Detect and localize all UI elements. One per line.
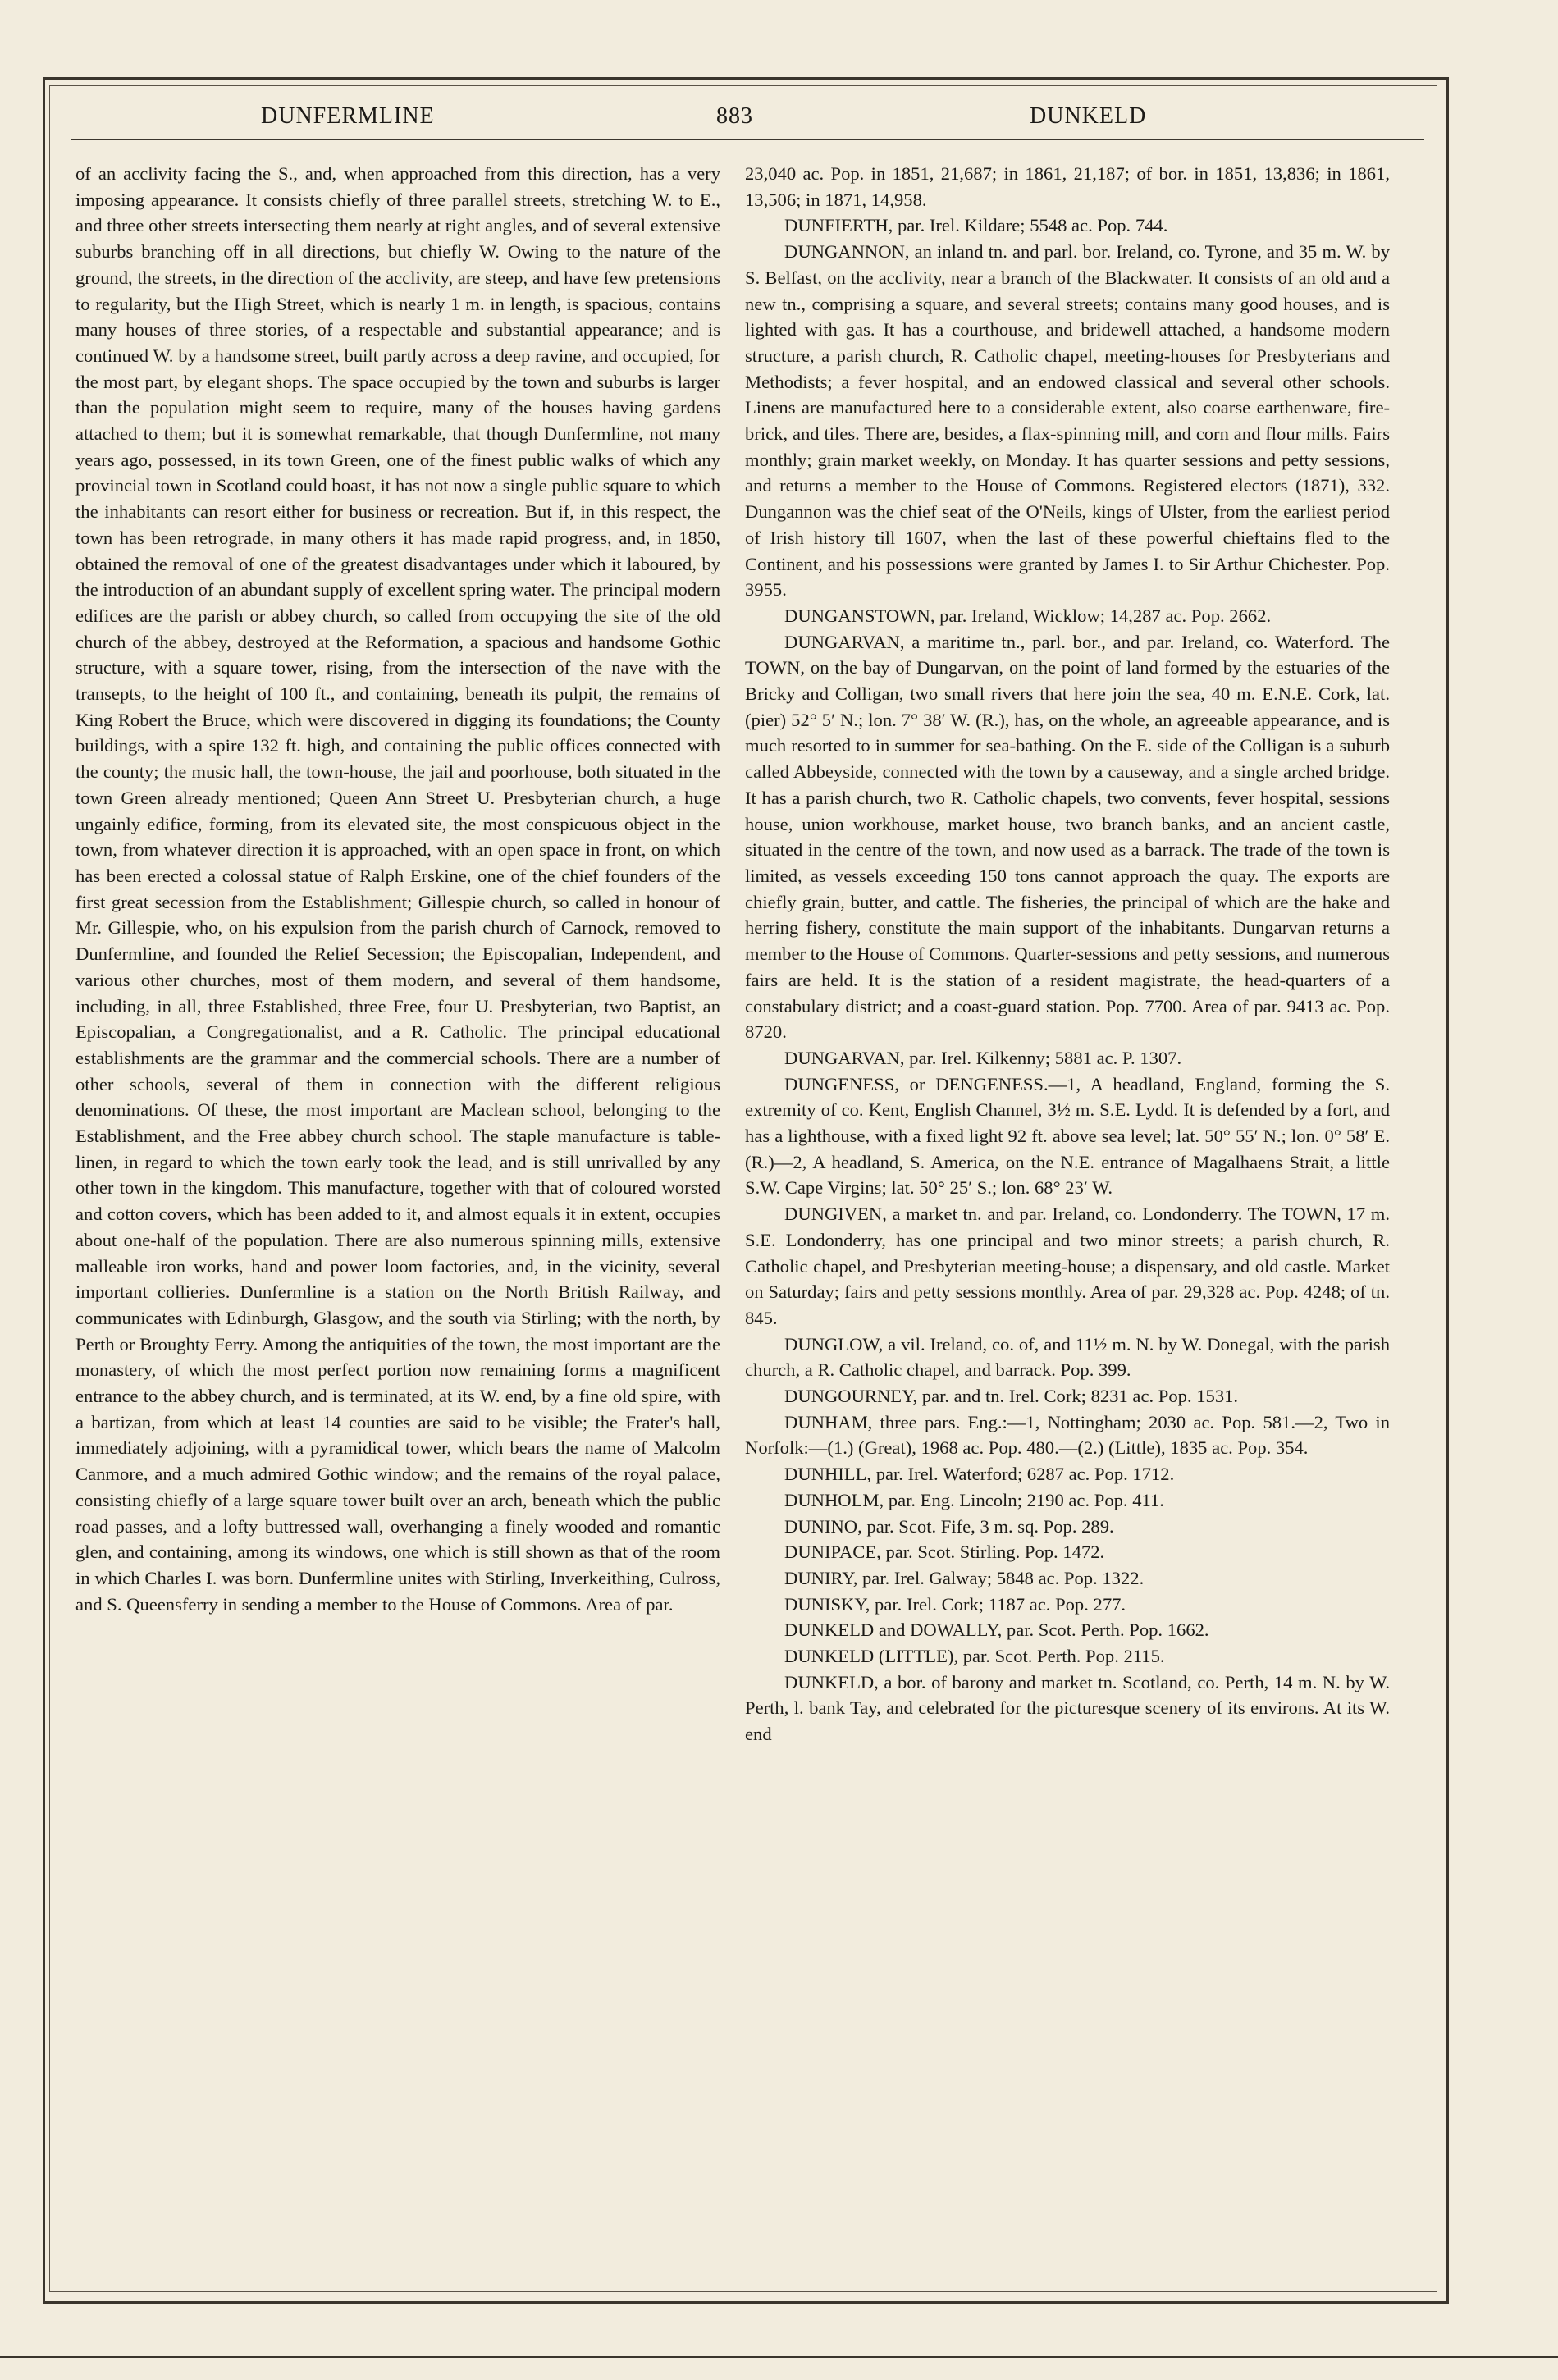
gazetteer-entry: DUNGARVAN, par. Irel. Kilkenny; 5881 ac. P. 1307. — [784, 1047, 1182, 1068]
gazetteer-entry: DUNGARVAN, a maritime tn., parl. bor., and par. Ireland, co. Waterford. The TOWN, on the bay of Dungarvan, on the point of land formed by the estuaries of the Bricky and Colligan, two small rivers that here join the sea, 40 m. E.N.E. Cork, lat. (pier) 52° 5′ N.; lon. 7° 38′ W. (R.), has, on the whole, an agreeable appearance, and is much resorted to in summer for sea-bathing. On the E. side of the Colligan is a suburb called Abbeyside, connected with the town by a causeway, and a single arched bridge. It has a parish church, two R. Catholic chapels, two convents, fever hospital, sessions house, union workhouse, market house, two branch banks, and an ancient castle, situated in the centre of the town, and now used as a barrack. The trade of the town is limited, as vessels exceeding 150 tons cannot approach the quay. The exports are chiefly grain, butter, and cattle. The fisheries, the principal of which are the hake and herring fishery, constitute the main support of the inhabitants. Dungarvan returns a member to the House of Commons. Quarter-sessions and petty sessions, and numerous fairs are held. It is the station of a resident magistrate, the head-quarters of a constabulary district; and a coast-guard station. Pop. 7700. Area of par. 9413 ac. Pop. 8720. — [745, 631, 1390, 1043]
header-right-heading: DUNKELD — [1030, 103, 1147, 129]
gazetteer-entry: DUNINO, par. Scot. Fife, 3 m. sq. Pop. 289. — [784, 1515, 1114, 1537]
gazetteer-entry: DUNFIERTH, par. Irel. Kildare; 5548 ac. Pop. 744. — [784, 215, 1168, 236]
gazetteer-entry: DUNHOLM, par. Eng. Lincoln; 2190 ac. Pop. 411. — [784, 1489, 1164, 1510]
gazetteer-entry: DUNIPACE, par. Scot. Stirling. Pop. 1472. — [784, 1542, 1105, 1563]
gazetteer-entry: DUNGIVEN, a market tn. and par. Ireland, co. Londonderry. The TOWN, 17 m. S.E. Londonderry, has one principal and two minor streets; a parish church, R. Catholic chapel, and Presbyterian meeting-house; a dispensary, and old castle. Market on Saturday; fairs and petty sessions monthly. Area of par. 29,328 ac. Pop. 4248; of tn. 845. — [745, 1204, 1390, 1328]
gazetteer-entry: DUNHAM, three pars. Eng.:—1, Nottingham; 2030 ac. Pop. 581.—2, Two in Norfolk:—(1.) (Great), 1968 ac. Pop. 480.—(2.) (Little), 1835 ac. Pop. 354. — [745, 1411, 1390, 1459]
gazetteer-entry: DUNGENESS, or DENGENESS.—1, A headland, England, forming the S. extremity of co. Kent, English Channel, 3½ m. S.E. Lydd. It is defended by a fort, and has a lighthouse, with a fixed light 92 ft. above sea level; lat. 50° 55′ N.; lon. 0° 58′ E. (R.)—2, A headland, S. America, on the N.E. entrance of Magalhaens Strait, a little S.W. Cape Virgins; lat. 50° 25′ S.; lon. 68° 23′ W. — [745, 1073, 1390, 1199]
gazetteer-entry: DUNKELD, a bor. of barony and market tn. Scotland, co. Perth, 14 m. N. by W. Perth, l. bank Tay, and celebrated for the picturesque scenery of its environs. At its W. end — [745, 1671, 1390, 1745]
left-column — [75, 161, 720, 2261]
right-column — [745, 161, 1390, 2261]
dunfermline-continuation: of an acclivity facing the S., and, when approached from this direction, has a very imposing appearance. It consists chiefly of three parallel streets, stretching W. to E., and three other streets intersecting them nearly at right angles, and of several extensive suburbs branching off in all directions, but chiefly W. Owing to the nature of the ground, the streets, in the direction of the acclivity, are steep, and have few pretensions to regularity, but the High Street, which is nearly 1 m. in length, is spacious, contains many houses of three stories, of a respectable and substantial appearance; and is continued W. by a handsome street, built partly across a deep ravine, and occupied, for the most part, by elegant shops. The space occupied by the town and suburbs is larger than the population might seem to require, many of the houses having gardens attached to them; but it is somewhat remarkable, that though Dunfermline, not many years ago, possessed, in its town Green, one of the finest public walks of which any provincial town in Scotland could boast, it has not now a single public square to which the inhabitants can resort either for business or recreation. But if, in this respect, the town has been retrograde, in many others it has made rapid progress, and, in 1850, obtained the removal of one of the greatest disadvantages under which it laboured, by the introduction of an abundant supply of excellent spring water. The principal modern edifices are the parish or abbey church, so called from occupying the site of the old church of the abbey, destroyed at the Reformation, a spacious and handsome Gothic structure, with a square tower, rising, from the intersection of the nave with the transepts, to the height of 100 ft., and containing, beneath its pulpit, the remains of King Robert the Bruce, which were discovered in digging its foundations; the County buildings, with a spire 132 ft. high, and containing the public offices connected with the county; the music hall, the town-house, the jail and poorhouse, both situated in the town Green already mentioned; Queen Ann Street U. Presbyterian church, a huge ungainly edifice, forming, from its elevated site, the most conspicuous object in the town, from whatever direction it is approached, with an open space in front, on which has been erected a colossal statue of Ralph Erskine, one of the chief founders of the first great secession from the Establishment; Gillespie church, so called in honour of Mr. Gillespie, who, on his expulsion from the parish church of Carnock, removed to Dunfermline, and founded the Relief Secession; the Episcopalian, Independent, and various other churches, most of them modern, and several of them handsome, including, in all, three Established, three Free, four U. Presbyterian, two Baptist, an Episcopalian, a Congregationalist, and a R. Catholic. The principal educational establishments are the grammar and the commercial schools. There are a number of other schools, several of them in connection with the different religious denominations. Of these, the most important are Maclean school, belonging to the Establishment, and the Free abbey church school. The staple manufacture is table-linen, in regard to which the town early took the lead, and is still unrivalled by any other town in the kingdom. This manufacture, together with that of coloured worsted and cotton covers, which has been added to it, and almost equals it in extent, occupies about one-half of the population. There are also numerous spinning mills, extensive malleable iron works, hand and power loom factories, and, in the vicinity, several important collieries. Dunfermline is a station on the North British Railway, and communicates with Edinburgh, Glasgow, and the south via Stirling; with the north, by Perth or Broughty Ferry. Among the antiquities of the town, the most important are the monastery, of which the most perfect portion now remaining forms a magnificent entrance to the abbey church, and is terminated, at its W. end, by a fine old spire, with a bartizan, from which at least 14 counties are said to be visible; the Frater's hall, immediately adjoining, with a pyramidical tower, which bears the name of Malcolm Canmore, and a much admired Gothic window; and the remains of the royal palace, consisting chiefly of a large square tower built over an arch, beneath which the public road passes, and a lofty buttressed wall, overhanging a finely wooded and romantic glen, and containing, among its windows, one which is still shown as that of the room in which Charles I. was born. Dunfermline unites with Stirling, Inverkeithing, Culross, and S. Queensferry in sending a member to the House of Commons. Area of par. — [75, 163, 720, 1615]
gazetteer-entry: DUNKELD and DOWALLY, par. Scot. Perth. Pop. 1662. — [784, 1619, 1209, 1641]
gazetteer-entry: DUNGLOW, a vil. Ireland, co. of, and 11½ m. N. by W. Donegal, with the parish church, a R. Catholic chapel, and barrack. Pop. 399. — [745, 1333, 1390, 1381]
gazetteer-entry: DUNGOURNEY, par. and tn. Irel. Cork; 8231 ac. Pop. 1531. — [784, 1386, 1239, 1407]
header-left-heading: DUNFERMLINE — [261, 103, 435, 129]
header-rule — [71, 139, 1424, 140]
gazetteer-entry: DUNKELD (LITTLE), par. Scot. Perth. Pop. 2115. — [784, 1646, 1165, 1667]
bottom-rule — [0, 2356, 1558, 2358]
gazetteer-entry: DUNGANNON, an inland tn. and parl. bor. Ireland, co. Tyrone, and 35 m. W. by S. Belfast, on the acclivity, near a branch of the Blackwater. It consists of an old and a new tn., comprising a square, and several streets; contains many good houses, and is lighted with gas. It has a courthouse, and bridewell attached, a handsome modern structure, a parish church, R. Catholic chapel, meeting-houses for Presbyterians and Methodists; a fever hospital, and an endowed classical and several other schools. Linens are manufactured here to a considerable extent, also coarse earthenware, fire-brick, and tiles. There are, besides, a flax-spinning mill, and corn and flour mills. Fairs monthly; grain market weekly, on Monday. It has quarter sessions and petty sessions, and returns a member to the House of Commons. Registered electors (1871), 332. Dungannon was the chief seat of the O'Neils, kings of Ulster, from the earliest period of Irish history till 1607, when the last of these powerful chieftains fled to the Continent, and his possessions were granted by James I. to Sir Arthur Chichester. Pop. 3955. — [745, 241, 1390, 601]
running-header — [74, 98, 1419, 131]
gazetteer-entry: DUNGANSTOWN, par. Ireland, Wicklow; 14,287 ac. Pop. 2662. — [784, 605, 1272, 626]
gazetteer-entry: DUNIRY, par. Irel. Galway; 5848 ac. Pop. 1322. — [784, 1567, 1145, 1588]
gazetteer-entry: DUNISKY, par. Irel. Cork; 1187 ac. Pop. 277. — [784, 1593, 1126, 1615]
page-number: 883 — [716, 103, 753, 129]
gazetteer-entry: DUNHILL, par. Irel. Waterford; 6287 ac. Pop. 1712. — [784, 1464, 1175, 1485]
dunfermline-continuation-end: 23,040 ac. Pop. in 1851, 21,687; in 1861, 21,187; of bor. in 1851, 13,836; in 1861, 13,506; in 1871, 14,958. — [745, 163, 1390, 210]
